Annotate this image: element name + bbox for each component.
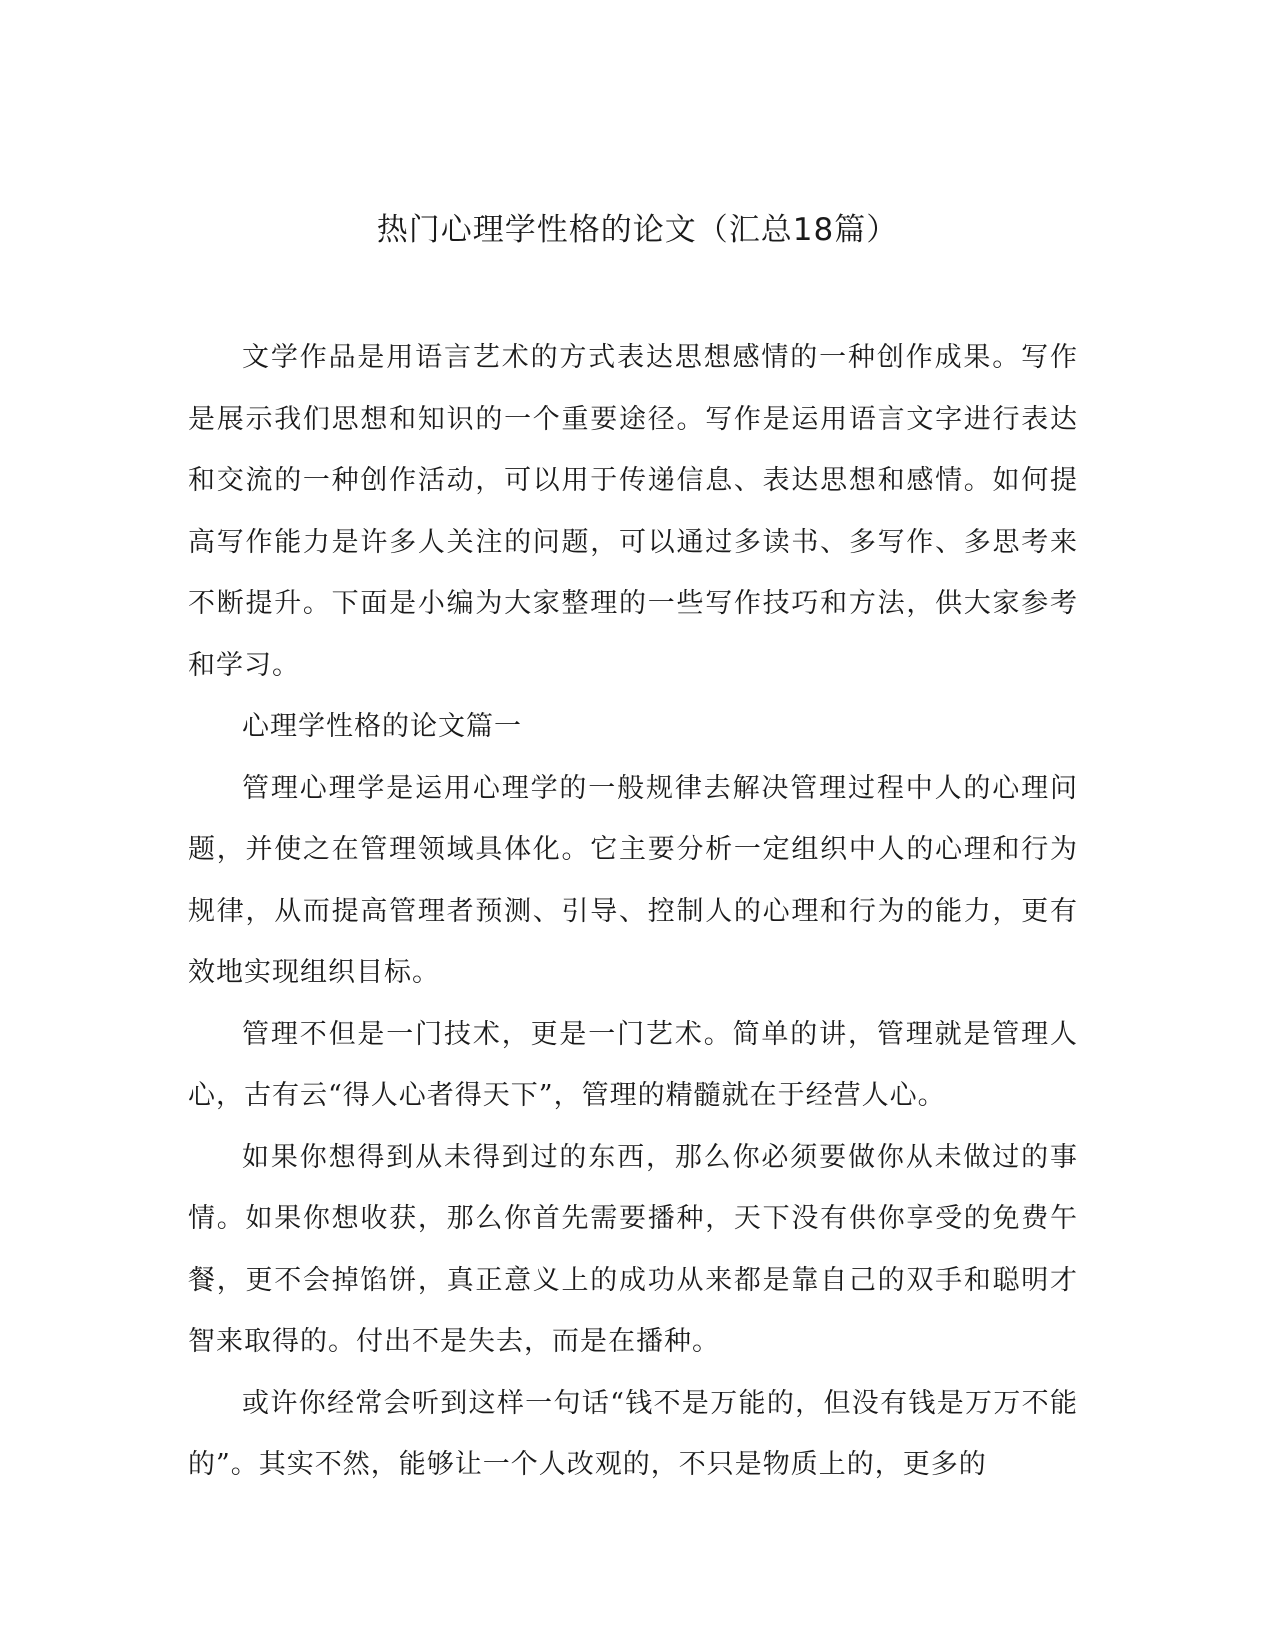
document-body <box>188 327 1078 1496</box>
body-paragraph: 或许你经常会听到这样一句话“钱不是万能的，但没有钱是万万不能的”。其实不然，能够让一个人改观的，不只是物质上的，更多的 <box>188 1387 1078 1480</box>
section-heading: 心理学性格的论文篇一 <box>242 711 522 742</box>
body-paragraph: 如果你想得到从未得到过的东西，那么你必须要做你从未做过的事情。如果你想收获，那么你首先需要播种，天下没有供你享受的免费午餐，更不会掉馅饼，真正意义上的成功从来都是靠自己的双手和聪明才智来取得的。付出不是失去，而是在播种。 <box>188 1141 1078 1357</box>
body-paragraph: 管理心理学是运用心理学的一般规律去解决管理过程中人的心理问题，并使之在管理领域具体化。它主要分析一定组织中人的心理和行为规律，从而提高管理者预测、引导、控制人的心理和行为的能力，更有效地实现组织目标。 <box>188 772 1078 988</box>
body-paragraph: 管理不但是一门技术，更是一门艺术。简单的讲，管理就是管理人心，古有云“得人心者得天下”，管理的精髓就在于经营人心。 <box>188 1018 1078 1111</box>
document-title: 热门心理学性格的论文（汇总18篇） <box>376 212 899 248</box>
intro-paragraph: 文学作品是用语言艺术的方式表达思想感情的一种创作成果。写作是展示我们思想和知识的一个重要途径。写作是运用语言文字进行表达和交流的一种创作活动，可以用于传递信息、表达思想和感情。如何提高写作能力是许多人关注的问题，可以通过多读书、多写作、多思考来不断提升。下面是小编为大家整理的一些写作技巧和方法，供大家参考和学习。 <box>188 342 1078 681</box>
